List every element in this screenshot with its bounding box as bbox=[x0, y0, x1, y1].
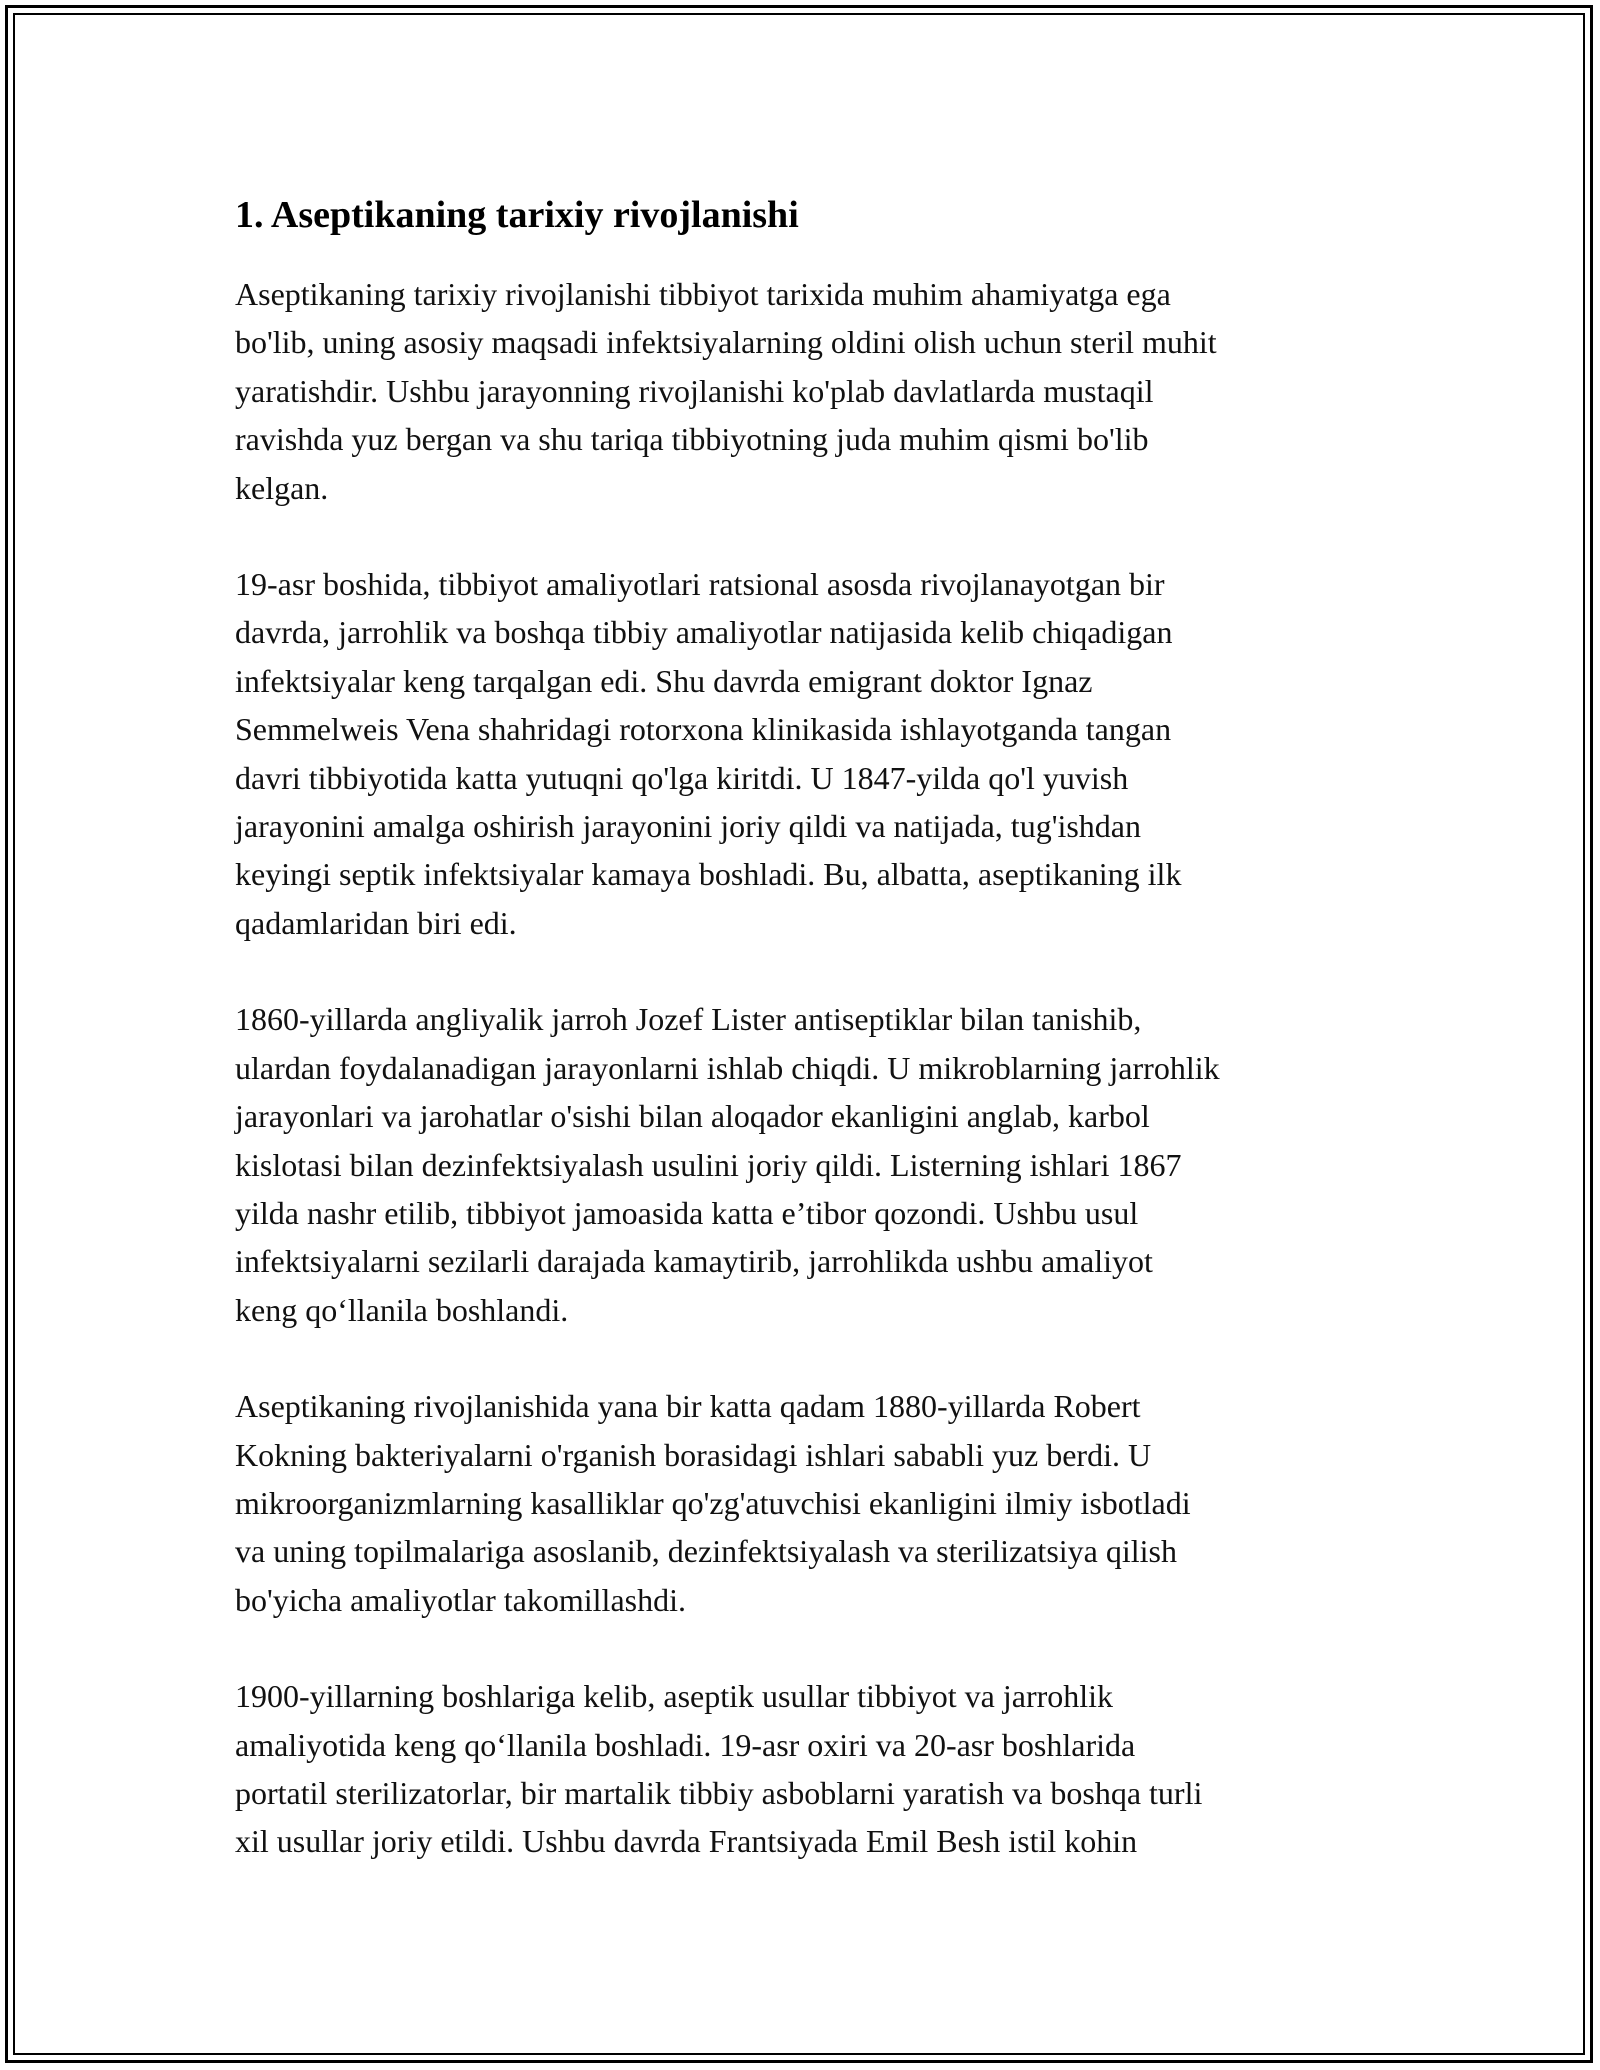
paragraph-line: ulardan foydalanadigan jarayonlarni ishlab chiqdi. U mikroblarning jarrohlik bbox=[235, 1049, 1220, 1086]
paragraph bbox=[235, 1382, 1385, 1624]
paragraph-line: Aseptikaning rivojlanishida yana bir katta qadam 1880-yillarda Robert bbox=[235, 1388, 1141, 1425]
paragraph-list bbox=[235, 270, 1385, 1866]
paragraph-line: qadamlaridan biri edi. bbox=[235, 904, 517, 941]
paragraph-line: jarayonini amalga oshirish jarayonini joriy qildi va natijada, tug'ishdan bbox=[235, 808, 1141, 845]
paragraph-line: kislotasi bilan dezinfektsiyalash usulini joriy qildi. Listerning ishlari 1867 bbox=[235, 1146, 1182, 1183]
paragraph-line: Semmelweis Vena shahridagi rotorxona klinikasida ishlayotganda tangan bbox=[235, 711, 1172, 748]
paragraph-line: amaliyotida keng qo‘llanila boshladi. 19-asr oxiri va 20-asr boshlarida bbox=[235, 1726, 1136, 1763]
paragraph-line: yaratishdir. Ushbu jarayonning rivojlanishi ko'plab davlatlarda mustaqil bbox=[235, 372, 1154, 409]
paragraph-line: keng qo‘llanila boshlandi. bbox=[235, 1291, 569, 1328]
paragraph-line: yilda nashr etilib, tibbiyot jamoasida katta e’tibor qozondi. Ushbu usul bbox=[235, 1194, 1139, 1231]
paragraph bbox=[235, 560, 1385, 947]
paragraph-line: 19-asr boshida, tibbiyot amaliyotlari ratsional asosda rivojlanayotgan bir bbox=[235, 566, 1165, 603]
paragraph-line: keyingi septik infektsiyalar kamaya boshladi. Bu, albatta, aseptikaning ilk bbox=[235, 856, 1182, 893]
paragraph-line: va uning topilmalariga asoslanib, dezinfektsiyalash va sterilizatsiya qilish bbox=[235, 1533, 1177, 1570]
paragraph-line: 1860-yillarda angliyalik jarroh Jozef Lister antiseptiklar bilan tanishib, bbox=[235, 1001, 1142, 1038]
paragraph-line: infektsiyalarni sezilarli darajada kamaytirib, jarrohlikda ushbu amaliyot bbox=[235, 1243, 1153, 1280]
paragraph bbox=[235, 270, 1385, 512]
paragraph-line: infektsiyalar keng tarqalgan edi. Shu davrda emigrant doktor Ignaz bbox=[235, 662, 1093, 699]
section-heading: 1. Aseptikaning tarixiy rivojlanishi bbox=[235, 194, 799, 236]
paragraph-line: bo'lib, uning asosiy maqsadi infektsiyalarning oldini olish uchun steril muhit bbox=[235, 324, 1217, 361]
paragraph-line: bo'yicha amaliyotlar takomillashdi. bbox=[235, 1581, 686, 1618]
paragraph-line: kelgan. bbox=[235, 469, 329, 506]
paragraph bbox=[235, 1672, 1385, 1866]
paragraph bbox=[235, 995, 1385, 1334]
document-body bbox=[235, 190, 1385, 1914]
paragraph-line: xil usullar joriy etildi. Ushbu davrda Frantsiyada Emil Besh istil kohin bbox=[235, 1823, 1138, 1860]
paragraph-line: portatil sterilizatorlar, bir martalik tibbiy asboblarni yaratish va boshqa turli bbox=[235, 1774, 1203, 1811]
paragraph-line: mikroorganizmlarning kasalliklar qo'zg'atuvchisi ekanligini ilmiy isbotladi bbox=[235, 1484, 1191, 1521]
paragraph-line: ravishda yuz bergan va shu tariqa tibbiyotning juda muhim qismi bo'lib bbox=[235, 421, 1149, 458]
paragraph-line: Aseptikaning tarixiy rivojlanishi tibbiyot tarixida muhim ahamiyatga ega bbox=[235, 276, 1171, 312]
paragraph-line: davri tibbiyotida katta yutuqni qo'lga kiritdi. U 1847-yilda qo'l yuvish bbox=[235, 759, 1129, 796]
paragraph-line: Kokning bakteriyalarni o'rganish borasidagi ishlari sababli yuz berdi. U bbox=[235, 1436, 1152, 1473]
paragraph-line: 1900-yillarning boshlariga kelib, aseptik usullar tibbiyot va jarrohlik bbox=[235, 1678, 1114, 1715]
paragraph-line: jarayonlari va jarohatlar o'sishi bilan aloqador ekanligini anglab, karbol bbox=[235, 1098, 1150, 1135]
paragraph-line: davrda, jarrohlik va boshqa tibbiy amaliyotlar natijasida kelib chiqadigan bbox=[235, 614, 1173, 651]
